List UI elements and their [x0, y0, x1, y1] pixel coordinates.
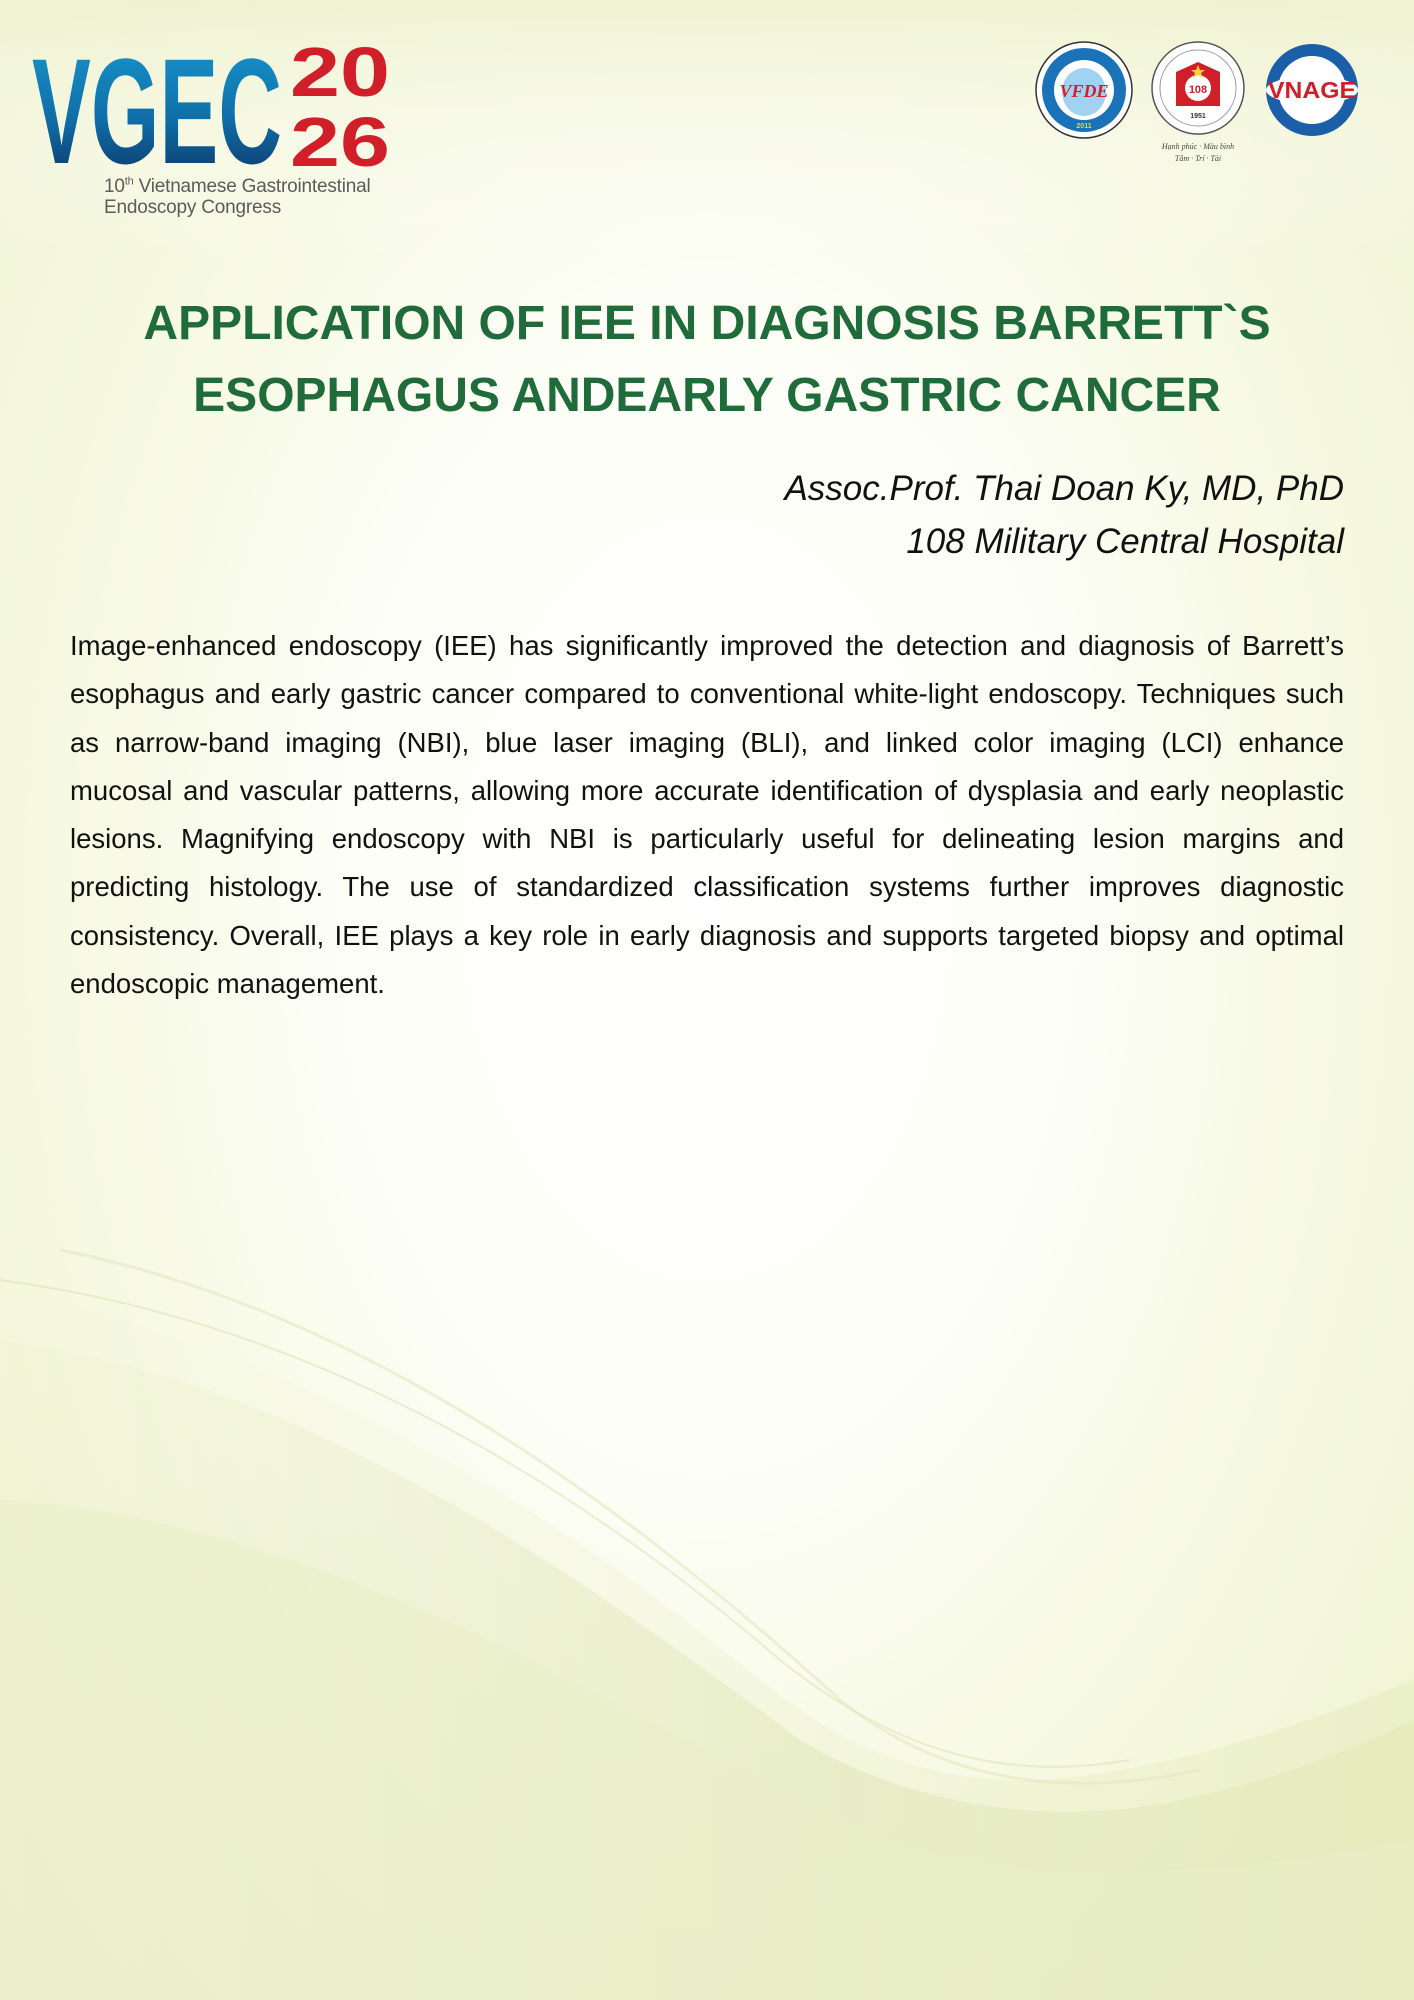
- hospital-motto-line1: Hạnh phúc · Màu bình: [1161, 142, 1235, 151]
- vfde-seal-icon: [1034, 40, 1134, 140]
- logo-caption-number: 10: [104, 176, 125, 197]
- author-name: Assoc.Prof. Thai Doan Ky, MD, PhD: [784, 469, 1344, 508]
- vnage-seal-icon: [1262, 40, 1362, 140]
- hospital-seal-number: 108: [1188, 84, 1208, 96]
- logo-caption-line1: Vietnamese Gastrointestinal: [133, 176, 371, 197]
- logo-year-bottom: 26: [290, 103, 390, 178]
- vgec-logo-text: VGEC: [32, 28, 282, 178]
- vnage-name: VNAGE: [1268, 77, 1356, 103]
- vgec-logo-mark: [32, 28, 412, 178]
- military-central-hospital-seal-icon: [1148, 40, 1248, 170]
- logo-year-top: 20: [290, 33, 390, 111]
- logo-caption-ordinal: th: [124, 175, 134, 188]
- author-block: [444, 462, 1344, 568]
- page-title: [100, 288, 1314, 432]
- title-line2: ESOPHAGUS ANDEARLY GASTRIC CANCER: [193, 369, 1221, 422]
- congress-logo: [32, 28, 412, 218]
- title-line1: APPLICATION OF IEE IN DIAGNOSIS BARRETT`S: [143, 297, 1271, 350]
- abstract-text: Image-enhanced endoscopy (IEE) has significantly improved the detection and diagnosis of Barrett’s esophagus and early gastric cancer compared to conventional white-light endoscopy. Techniques such as narrow-band imaging (NBI), blue laser imaging (BLI), and linked color imaging (LCI) enhance mucosal and vascular patterns, allowing more accurate identification of dysplasia and early neoplastic lesions. Magnifying endoscopy with NBI is particularly useful for delineating lesion margins and predicting histology. The use of standardized classification systems further improves diagnostic consistency. Overall, IEE plays a key role in early diagnosis and supports targeted biopsy and optimal endoscopic management.: [70, 630, 1344, 1000]
- logo-caption-line2: Endoscopy Congress: [104, 197, 282, 218]
- author-affiliation: 108 Military Central Hospital: [906, 522, 1344, 561]
- hospital-motto-line2: Tâm · Trí · Tài: [1174, 154, 1222, 163]
- partner-logos: [1034, 40, 1364, 170]
- hospital-seal-year: 1951: [1190, 113, 1206, 120]
- vfde-name: VFDE: [1059, 81, 1109, 101]
- logo-caption: [104, 176, 404, 218]
- vfde-year: 2011: [1076, 123, 1092, 130]
